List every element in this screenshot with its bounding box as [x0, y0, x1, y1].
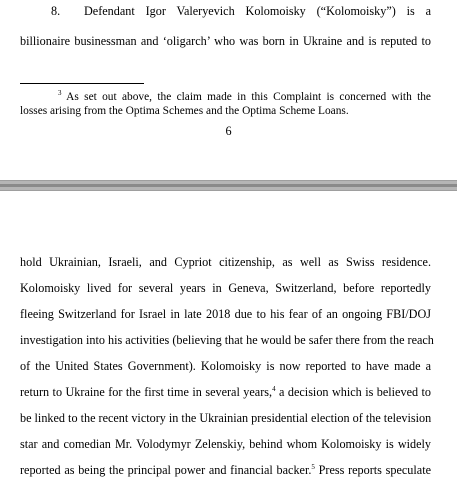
paragraph-8-line-1 — [20, 4, 431, 19]
footnote-separator-rule — [20, 83, 144, 84]
document-page-bottom — [0, 191, 457, 504]
paragraph-number: 8. — [51, 4, 61, 18]
body-line-6-text-before: return to Ukraine for the first time in several years, — [20, 385, 273, 399]
body-line-4: investigation into his activities (believing that he would be safer there from the reach — [20, 333, 434, 347]
paragraph-8-line-2: billionaire businessman and ‘oligarch’ who was born in Ukraine and is reputed to — [20, 34, 431, 48]
footnote-3-line-1 — [20, 90, 431, 104]
body-line-3: fleeing Switzerland for Israel in late 2018 due to his fear of an ongoing FBI/DOJ — [20, 307, 431, 321]
footnote-3-marker: 3 — [58, 89, 62, 98]
footnote-3-text-start: As set out above, the claim made in this Complaint is concerned with the — [61, 91, 431, 103]
footnote-4-marker: 4 — [272, 384, 276, 393]
body-line-6 — [20, 385, 431, 400]
footnote-3-line-2: losses arising from the Optima Schemes and the Optima Scheme Loans. — [20, 105, 349, 117]
footnote-5-marker: 5 — [311, 462, 315, 471]
paragraph-8-text-start: Defendant Igor Valeryevich Kolomoisky (“Kolomoisky”) is a — [84, 4, 431, 18]
body-line-9-text-after: Press reports speculate — [314, 463, 431, 477]
body-line-1: hold Ukrainian, Israeli, and Cypriot citizenship, as well as Swiss residence. — [20, 255, 431, 269]
body-line-9-text-before: reported as being the principal power and financial backer. — [20, 463, 312, 477]
body-line-5: of the United States Government). Kolomoisky is now reported to have made a — [20, 359, 431, 373]
body-line-2: Kolomoisky lived for several years in Geneva, Switzerland, before reportedly — [20, 281, 431, 295]
document-page-top — [0, 0, 457, 180]
page-break-separator-band — [0, 184, 457, 187]
page-number: 6 — [225, 124, 232, 138]
body-line-9 — [20, 463, 431, 478]
page-break-separator — [0, 180, 457, 191]
body-line-8: star and comedian Mr. Volodymyr Zelenskiy, behind whom Kolomoisky is widely — [20, 437, 431, 451]
body-line-6-text-after: a decision which is believed to — [275, 385, 432, 399]
body-line-7: be linked to the recent victory in the Ukrainian presidential election of the television — [20, 411, 432, 425]
